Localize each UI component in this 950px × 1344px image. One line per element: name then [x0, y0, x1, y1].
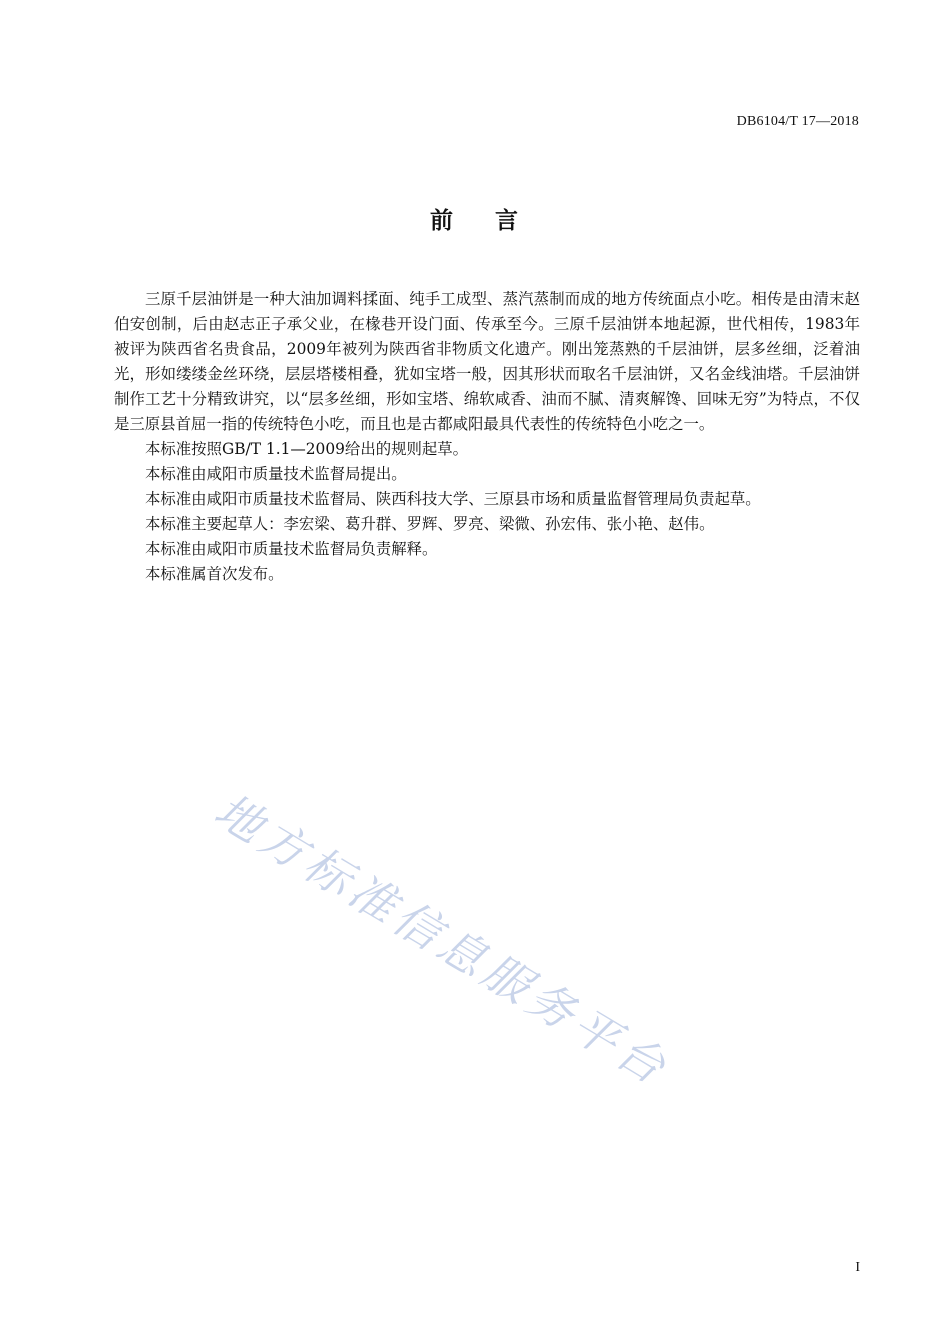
document-code: DB6104/T 17—2018	[736, 114, 859, 129]
paragraph-intro: 三原千层油饼是一种大油加调料揉面、纯手工成型、蒸汽蒸制而成的地方传统面点小吃。相传是由清末赵伯安创制，后由赵志正子承父业，在椽巷开设门面、传承至今。三原千层油饼本地起源，世代相传，1983年被评为陕西省名贵食品，2009年被列为陕西省非物质文化遗产。刚出笼蒸熟的千层油饼，层多丝细，泛着油光，形如缕缕金丝环绕，层层塔楼相叠，犹如宝塔一般，因其形状而取名千层油饼，又名金线油塔。千层油饼制作工艺十分精致讲究，以“层多丝细，形如宝塔、绵软咸香、油而不腻、清爽解馋、回味无穷”为特点，不仅是三原县首屈一指的传统特色小吃，而且也是古都咸阳最具代表性的传统特色小吃之一。	[114, 290, 860, 433]
page-number: I	[855, 1260, 860, 1275]
paragraph-interpretation: 本标准由咸阳市质量技术监督局负责解释。	[145, 540, 438, 558]
watermark: 地方标准信息服务平台	[205, 782, 680, 1097]
paragraph-drafting-units: 本标准由咸阳市质量技术监督局、陕西科技大学、三原县市场和质量监督管理局负责起草。	[145, 490, 761, 508]
paragraph-first-release: 本标准属首次发布。	[145, 565, 284, 583]
foreword-body	[114, 287, 860, 587]
page-title	[0, 202, 950, 235]
title-char-2: 言	[495, 208, 520, 234]
paragraph-drafters: 本标准主要起草人：李宏梁、葛升群、罗辉、罗亮、梁微、孙宏伟、张小艳、赵伟。	[145, 515, 715, 533]
paragraph-proposer: 本标准由咸阳市质量技术监督局提出。	[145, 465, 407, 483]
paragraph-drafting-rules: 本标准按照GB/T 1.1—2009给出的规则起草。	[145, 440, 469, 458]
title-char-1: 前	[430, 208, 455, 234]
